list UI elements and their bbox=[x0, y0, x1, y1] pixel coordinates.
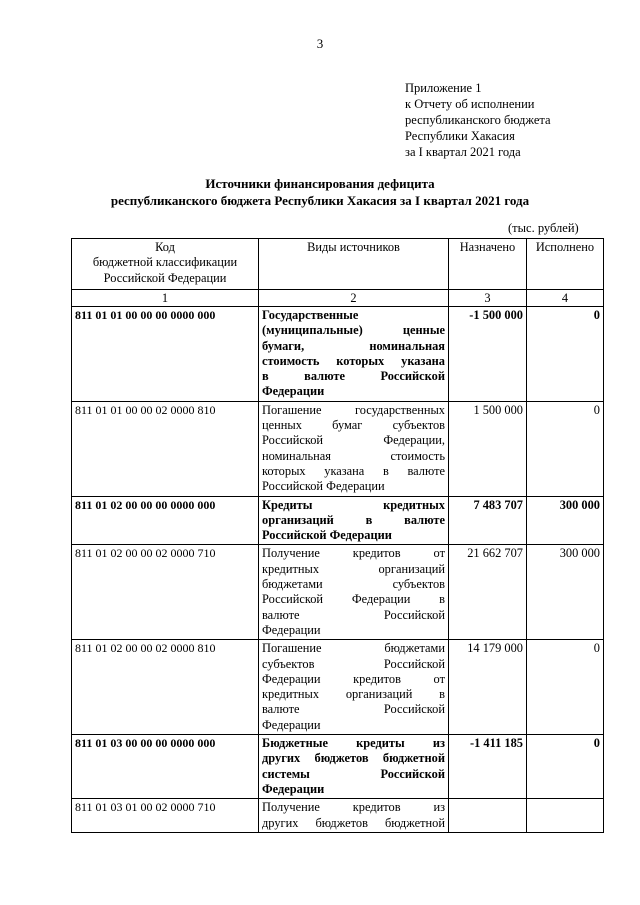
budget-code-cell: 811 01 02 00 00 02 0000 810 bbox=[72, 640, 259, 735]
table-row bbox=[72, 799, 604, 833]
header-code-line: Код bbox=[155, 240, 175, 254]
source-type-line: валюте Российской bbox=[262, 607, 445, 622]
source-type-line: Федерации bbox=[262, 717, 321, 732]
source-type-cell bbox=[259, 545, 449, 640]
source-type-cell bbox=[259, 496, 449, 545]
header-executed: Исполнено bbox=[527, 239, 604, 290]
source-type-line: Государственные bbox=[262, 308, 359, 322]
source-type-line: бюджетами субъектов bbox=[262, 577, 445, 592]
table-row bbox=[72, 496, 604, 545]
source-type-line: (муниципальные) ценные bbox=[262, 323, 445, 338]
budget-code-cell: 811 01 01 00 00 00 0000 000 bbox=[72, 307, 259, 402]
title-line: республиканского бюджета Республики Хакасия за I квартал 2021 года bbox=[110, 193, 530, 208]
assigned-value-cell: 7 483 707 bbox=[449, 496, 527, 545]
executed-value-cell: 0 bbox=[527, 735, 604, 799]
source-type-line: бумаги, номинальная bbox=[262, 338, 445, 353]
budget-code-cell: 811 01 02 00 00 00 0000 000 bbox=[72, 496, 259, 545]
column-number: 3 bbox=[449, 290, 527, 307]
appendix-line: за I квартал 2021 года bbox=[405, 145, 521, 159]
source-type-line: номинальная стоимость bbox=[262, 448, 445, 463]
budget-code-cell: 811 01 01 00 00 02 0000 810 bbox=[72, 401, 259, 496]
column-number: 4 bbox=[527, 290, 604, 307]
assigned-value-cell: 1 500 000 bbox=[449, 401, 527, 496]
assigned-value-cell bbox=[449, 799, 527, 833]
source-type-cell bbox=[259, 307, 449, 402]
header-assigned: Назначено bbox=[449, 239, 527, 290]
source-type-line: системы Российской bbox=[262, 766, 445, 781]
sources-table bbox=[71, 238, 604, 833]
source-type-line: кредитных организаций в bbox=[262, 687, 445, 702]
appendix-line: Приложение 1 bbox=[405, 81, 482, 95]
source-type-line: Получение кредитов из bbox=[262, 800, 445, 815]
source-type-line: Федерации bbox=[262, 781, 325, 796]
source-type-line: субъектов Российской bbox=[262, 656, 445, 671]
executed-value-cell: 300 000 bbox=[527, 496, 604, 545]
table-row bbox=[72, 545, 604, 640]
source-type-line: которых указана в валюте bbox=[262, 463, 445, 478]
source-type-cell bbox=[259, 735, 449, 799]
source-type-line: Российской Федерации bbox=[262, 528, 392, 543]
budget-code-cell: 811 01 03 00 00 00 0000 000 bbox=[72, 735, 259, 799]
executed-value-cell: 0 bbox=[527, 401, 604, 496]
executed-value-cell: 0 bbox=[527, 640, 604, 735]
column-number: 2 bbox=[259, 290, 449, 307]
source-type-line: Российской Федерации bbox=[262, 479, 385, 494]
appendix-line: к Отчету об исполнении bbox=[405, 97, 535, 111]
source-type-line: стоимость которых указана bbox=[262, 353, 445, 368]
source-type-line: ценных бумаг субъектов bbox=[262, 418, 445, 433]
source-type-line: Федерации кредитов от bbox=[262, 671, 445, 686]
appendix-line: республиканского бюджета bbox=[405, 113, 551, 127]
title-line: Источники финансирования дефицита bbox=[205, 176, 435, 191]
executed-value-cell: 300 000 bbox=[527, 545, 604, 640]
executed-value-cell bbox=[527, 799, 604, 833]
header-code-line: бюджетной классификации bbox=[92, 255, 238, 270]
source-type-line: Российской Федерации в bbox=[262, 592, 445, 607]
table-row bbox=[72, 735, 604, 799]
source-type-cell bbox=[259, 401, 449, 496]
source-type-line: кредитных организаций bbox=[262, 561, 445, 576]
header-code-line: Российской Федерации bbox=[103, 270, 227, 285]
assigned-value-cell: -1 411 185 bbox=[449, 735, 527, 799]
assigned-value-cell: 14 179 000 bbox=[449, 640, 527, 735]
source-type-line: других бюджетов бюджетной bbox=[262, 815, 445, 830]
source-type-cell bbox=[259, 799, 449, 833]
budget-code-cell: 811 01 02 00 00 02 0000 710 bbox=[72, 545, 259, 640]
table-row bbox=[72, 307, 604, 402]
header-code bbox=[72, 239, 259, 290]
header-type: Виды источников bbox=[259, 239, 449, 290]
page-number: 3 bbox=[316, 36, 324, 51]
column-number-row bbox=[72, 290, 604, 307]
document-title bbox=[0, 175, 640, 209]
assigned-value-cell: 21 662 707 bbox=[449, 545, 527, 640]
source-type-cell bbox=[259, 640, 449, 735]
source-type-line: Погашение государственных bbox=[262, 402, 445, 417]
source-type-line: организаций в валюте bbox=[262, 512, 445, 527]
source-type-line: Получение кредитов от bbox=[262, 546, 445, 561]
source-type-line: Бюджетные кредиты из bbox=[262, 736, 445, 751]
appendix-note bbox=[405, 80, 551, 160]
source-type-line: Погашение бюджетами bbox=[262, 641, 445, 656]
table-row bbox=[72, 640, 604, 735]
budget-code-cell: 811 01 03 01 00 02 0000 710 bbox=[72, 799, 259, 833]
source-type-line: других бюджетов бюджетной bbox=[262, 751, 445, 766]
source-type-line: в валюте Российской bbox=[262, 369, 445, 384]
source-type-line: Российской Федерации, bbox=[262, 433, 445, 448]
source-type-line: Федерации bbox=[262, 384, 325, 399]
source-type-line: Федерации bbox=[262, 622, 321, 637]
assigned-value-cell: -1 500 000 bbox=[449, 307, 527, 402]
appendix-line: Республики Хакасия bbox=[405, 129, 515, 143]
column-number: 1 bbox=[72, 290, 259, 307]
table-row bbox=[72, 401, 604, 496]
source-type-line: валюте Российской bbox=[262, 702, 445, 717]
units-label: (тыс. рублей) bbox=[508, 221, 579, 235]
header-row bbox=[72, 239, 604, 290]
source-type-line: Кредиты кредитных bbox=[262, 497, 445, 512]
executed-value-cell: 0 bbox=[527, 307, 604, 402]
